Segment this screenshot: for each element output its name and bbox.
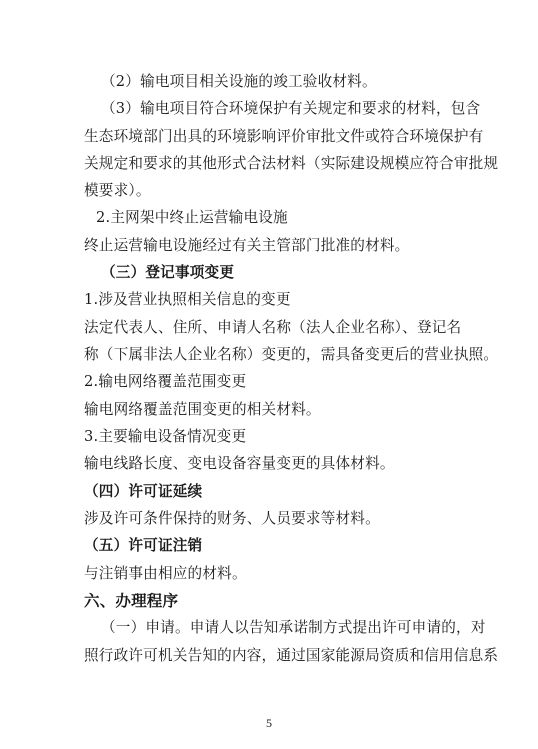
section-license-cancellation: （五）许可证注销	[84, 537, 203, 554]
section-license-renewal: （四）许可证延续	[84, 483, 203, 500]
paragraph-item-3-line-3: 关规定和要求的其他形式合法材料（实际建设规模应符合审批规	[84, 155, 499, 172]
paragraph-termination-materials: 终止运营输电设施经过有关主管部门批准的材料。	[84, 237, 410, 254]
paragraph-license-change-line-2: 称（下属非法人企业名称）变更的，需具备变更后的营业执照。	[84, 346, 499, 363]
paragraph-equipment-change: 输电线路长度、变电设备容量变更的具体材料。	[84, 455, 395, 472]
subheading-backbone-termination: 2.主网架中终止运营输电设施	[96, 209, 288, 226]
paragraph-application-line-1: （一）申请。申请人以告知承诺制方式提出许可申请的，对	[101, 619, 486, 636]
subheading-equipment-change: 3.主要输电设备情况变更	[84, 428, 247, 445]
paragraph-license-change-line-1: 法定代表人、住所、申请人名称（法人企业名称）、登记名	[84, 319, 462, 336]
paragraph-application-line-2: 照行政许可机关告知的内容，通过国家能源局资质和信用信息系	[84, 647, 499, 664]
paragraph-item-3-line-4: 模要求）。	[84, 182, 151, 199]
subheading-business-license-change: 1.涉及营业执照相关信息的变更	[84, 291, 291, 308]
paragraph-coverage-change: 输电网络覆盖范围变更的相关材料。	[84, 401, 321, 418]
subheading-coverage-change: 2.输电网络覆盖范围变更	[84, 373, 247, 390]
section-registration-change: （三）登记事项变更	[101, 264, 235, 281]
paragraph-item-3-line-1: （3）输电项目符合环境保护有关规定和要求的材料，包含	[101, 100, 481, 117]
page-number: 5	[266, 716, 272, 730]
paragraph-license-cancellation: 与注销事由相应的材料。	[84, 565, 247, 582]
paragraph-item-2: （2）输电项目相关设施的竣工验收材料。	[101, 73, 377, 90]
section-procedure-heading: 六、办理程序	[84, 592, 179, 610]
paragraph-item-3-line-2: 生态环境部门出具的环境影响评价审批文件或符合环境保护有	[84, 128, 484, 145]
paragraph-license-renewal: 涉及许可条件保持的财务、人员要求等材料。	[84, 510, 380, 527]
